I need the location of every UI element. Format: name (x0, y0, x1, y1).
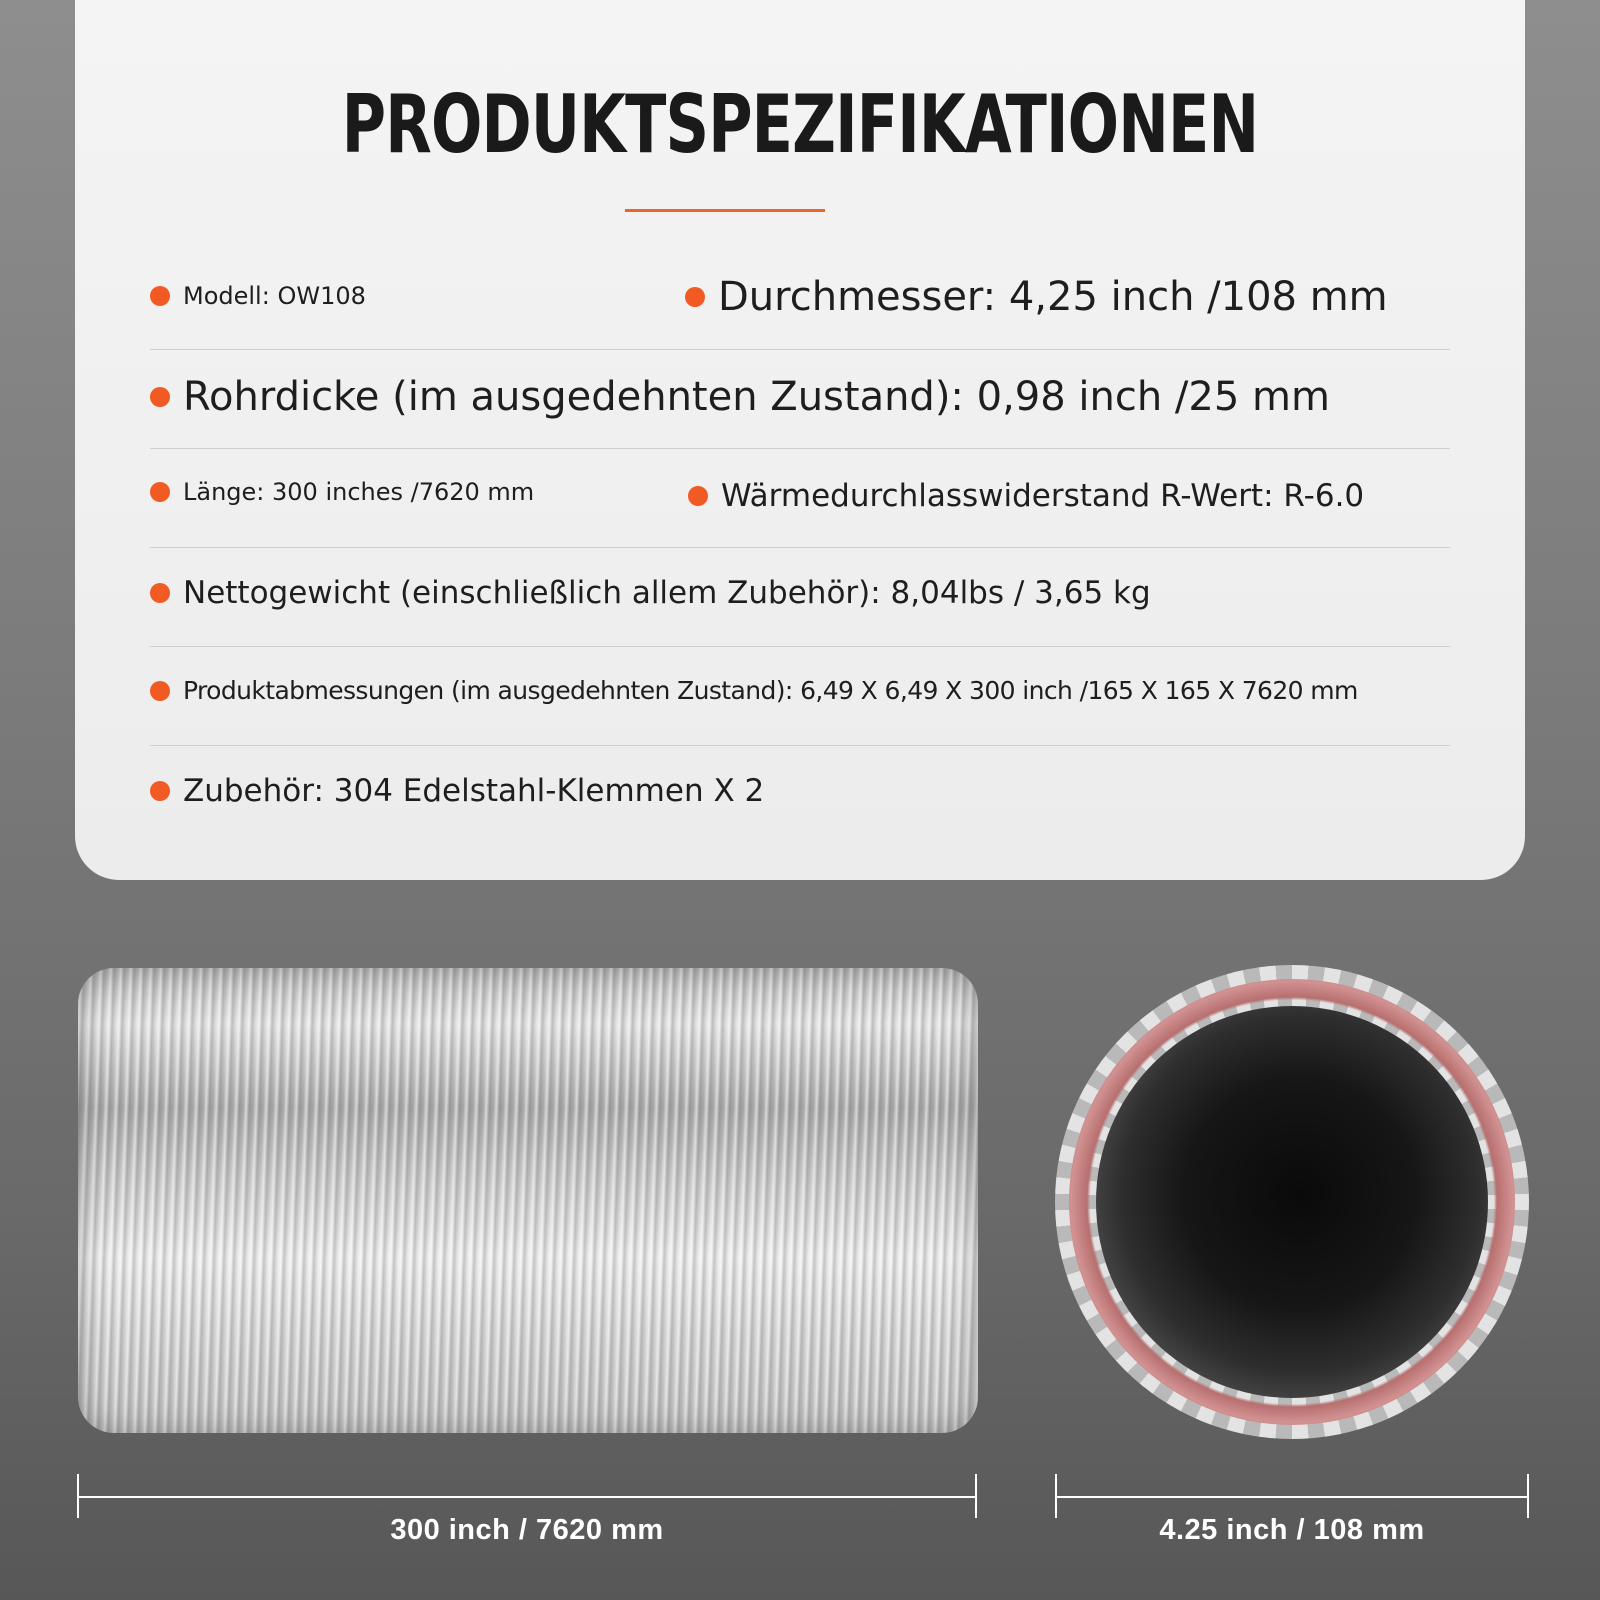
dimension-label-length: 300 inch / 7620 mm (390, 1514, 664, 1546)
spec-length-text: Länge: 300 inches /7620 mm (183, 478, 535, 506)
spec-dimensions (150, 676, 1358, 705)
dimension-line-length (77, 1496, 976, 1498)
spec-dimensions-text: Produktabmessungen (im ausgedehnten Zustand): 6,49 X 6,49 X 300 inch /165 X 165 X 7620 mm (183, 676, 1358, 705)
spec-net-weight-text: Nettogewicht (einschließlich allem Zubehör): 8,04lbs / 3,65 kg (183, 575, 1151, 611)
spec-r-value (688, 478, 1364, 514)
spec-diameter (685, 274, 1388, 320)
divider (150, 646, 1450, 647)
spec-length (150, 478, 534, 506)
dimension-line-diameter (1055, 1496, 1529, 1498)
divider (150, 349, 1450, 350)
spec-diameter-text: Durchmesser: 4,25 inch /108 mm (718, 274, 1388, 320)
dimension-label-diameter: 4.25 inch / 108 mm (1159, 1514, 1425, 1546)
duct-side-view-image (78, 968, 978, 1433)
spec-accessories (150, 773, 764, 809)
divider (150, 745, 1450, 746)
spec-accessories-text: Zubehör: 304 Edelstahl-Klemmen X 2 (183, 773, 765, 809)
spec-thickness (150, 374, 1330, 420)
bullet-dot-icon (688, 486, 708, 506)
title-underline (625, 209, 825, 212)
bullet-dot-icon (685, 287, 705, 307)
divider (150, 547, 1450, 548)
spec-thickness-text: Rohrdicke (im ausgedehnten Zustand): 0,98 inch /25 mm (183, 374, 1330, 420)
dimension-tick-right (975, 1474, 977, 1518)
duct-inner-opening (1096, 1006, 1488, 1398)
bullet-dot-icon (150, 781, 170, 801)
bullet-dot-icon (150, 286, 170, 306)
bullet-dot-icon (150, 681, 170, 701)
divider (150, 448, 1450, 449)
spec-net-weight (150, 575, 1151, 611)
spec-r-value-text: Wärmedurchlasswiderstand R-Wert: R-6.0 (721, 478, 1365, 514)
dimension-tick-right (1527, 1474, 1529, 1518)
bullet-dot-icon (150, 387, 170, 407)
bullet-dot-icon (150, 482, 170, 502)
spec-model-text: Modell: OW108 (183, 282, 366, 310)
page-title: PRODUKTSPEZIFIKATIONEN (341, 78, 1259, 171)
spec-model (150, 282, 366, 310)
bullet-dot-icon (150, 583, 170, 603)
